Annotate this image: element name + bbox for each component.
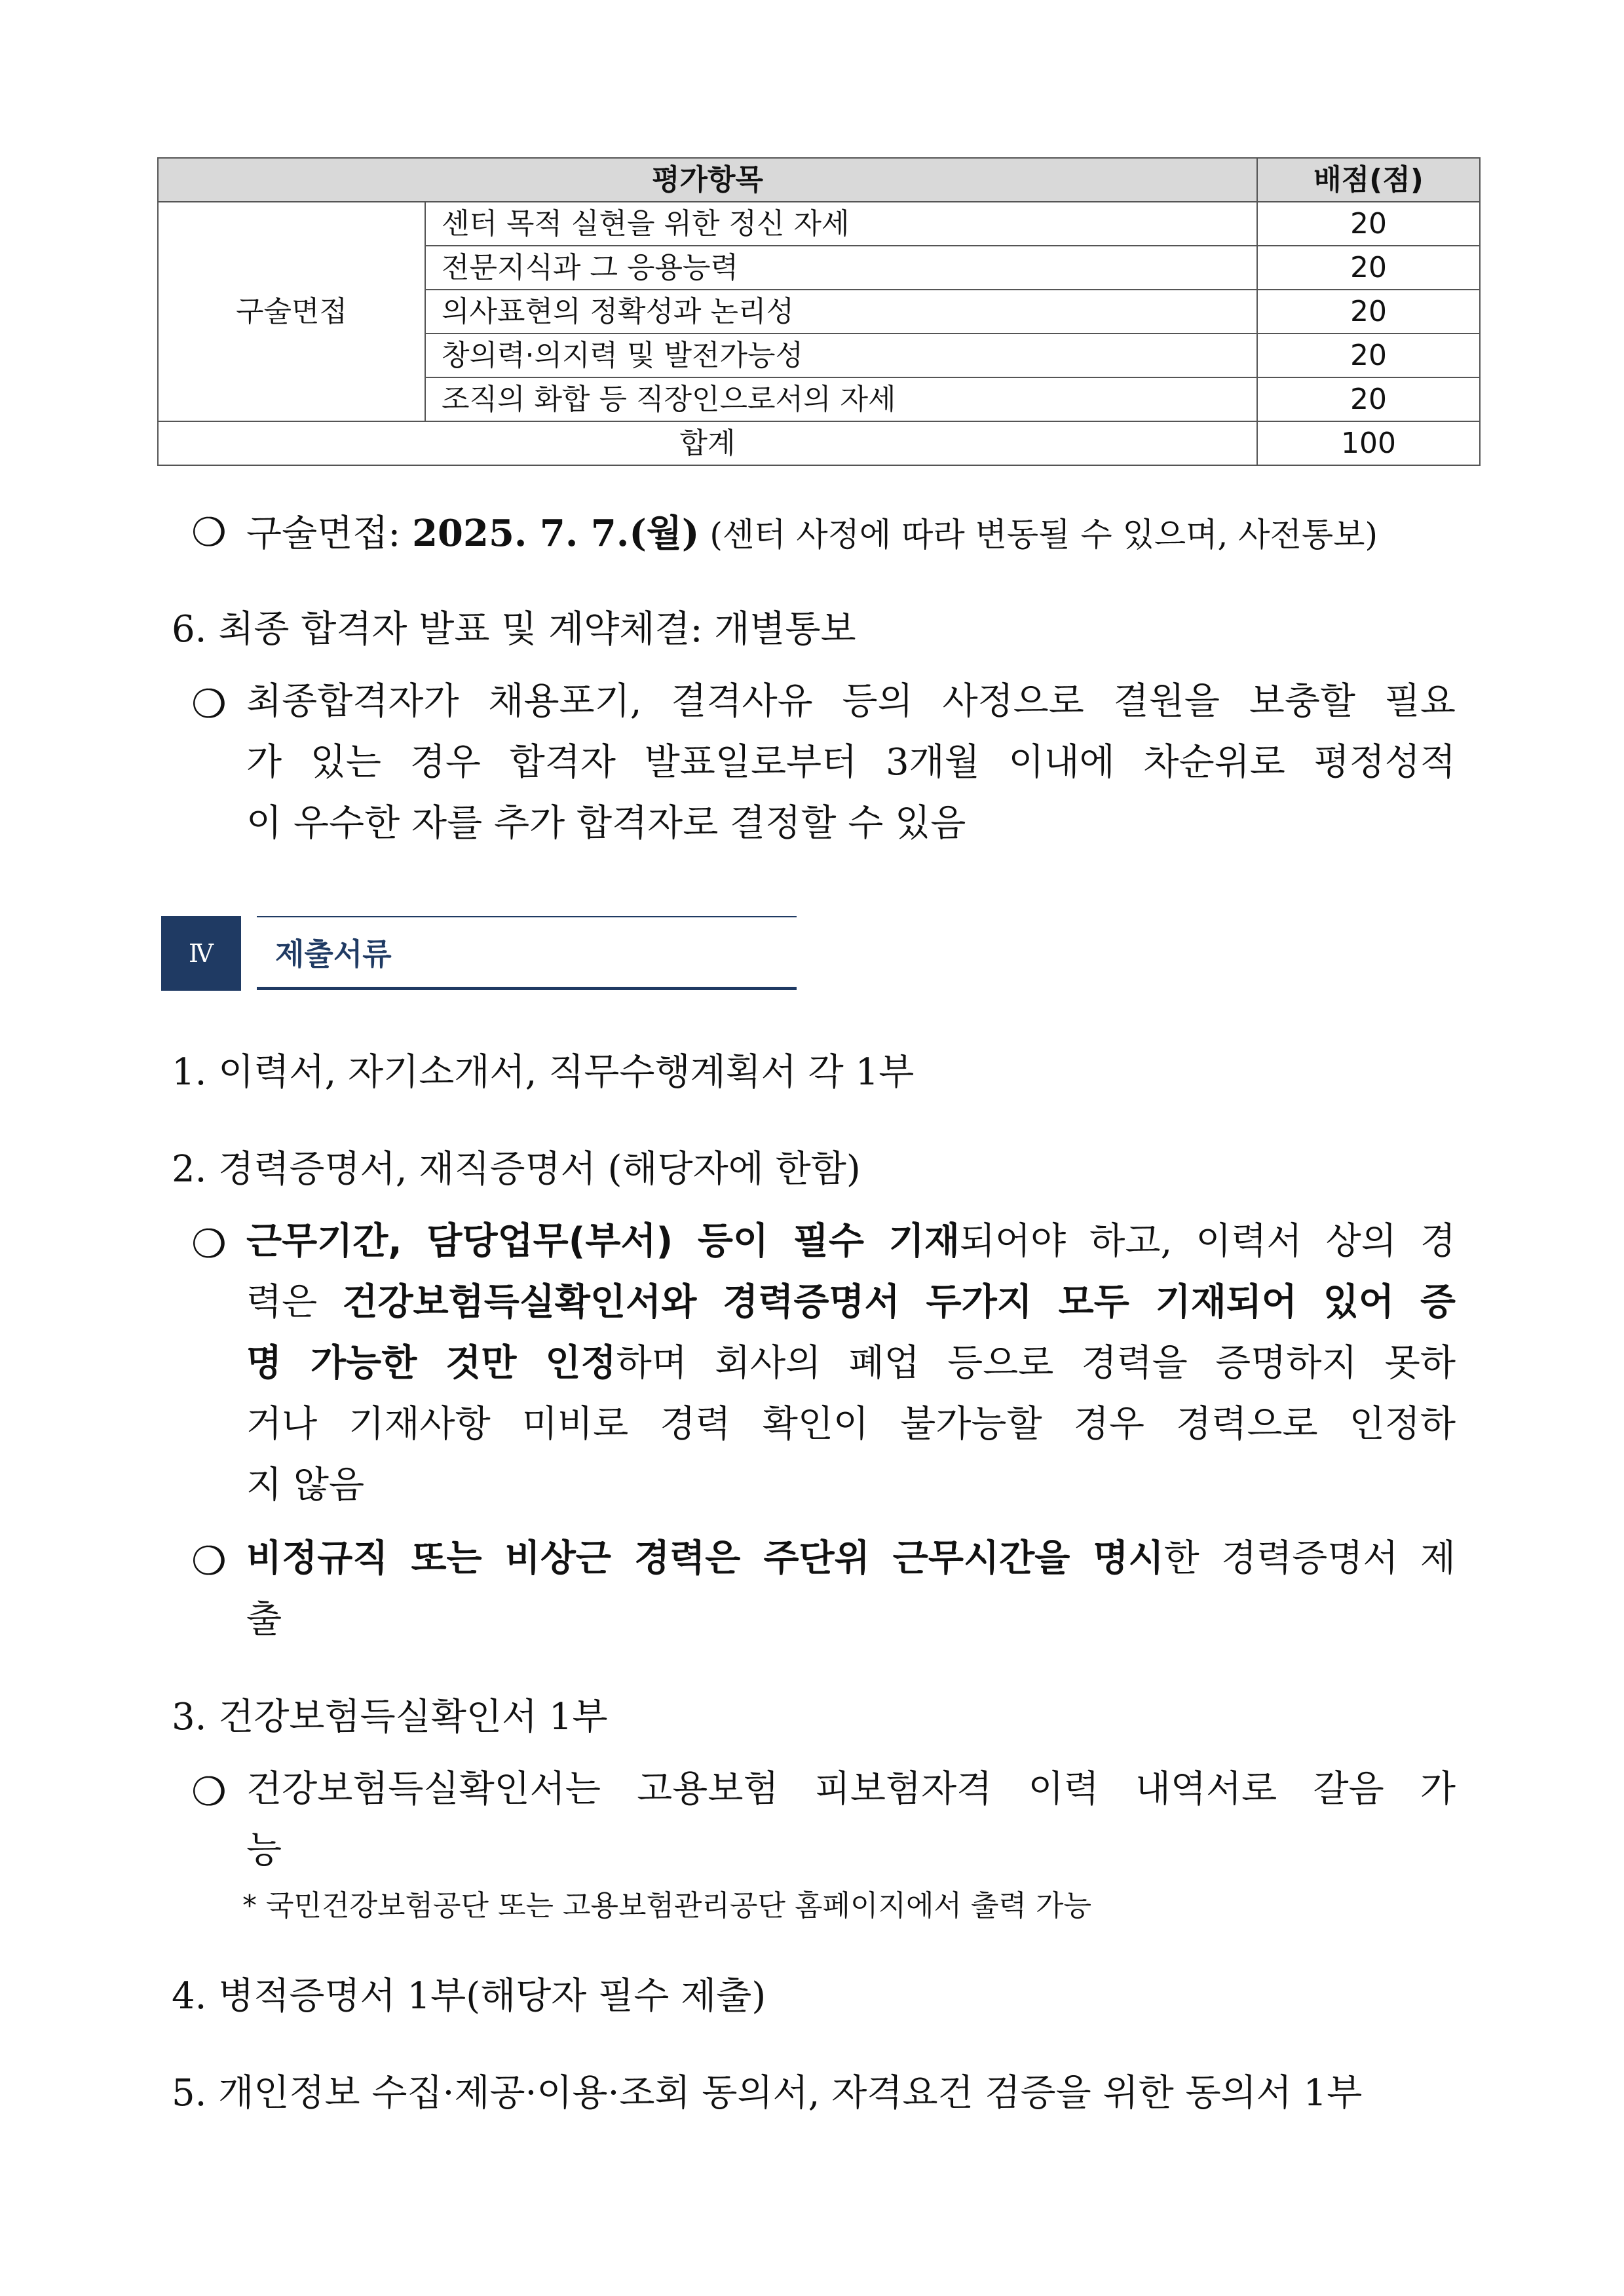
row-label: 센터 목적 실현을 위한 정신 자세 xyxy=(425,202,1257,246)
item5: 5. 개인정보 수집·제공·이용·조회 동의서, 자격요건 검증을 위한 동의서 1부 xyxy=(172,2072,1363,2114)
item2-b1-line2: 력은 건강보험득실확인서와 경력증명서 두가지 모두 기재되어 있어 증 xyxy=(246,1281,1456,1324)
bullet-icon: ❍ xyxy=(191,510,227,556)
bullet-icon: ❍ xyxy=(191,1221,227,1267)
section6-line-2: 가 있는 경우 합격자 발표일로부터 3개월 이내에 차순위로 평정성적 xyxy=(246,741,1456,784)
row-label: 의사표현의 정확성과 논리성 xyxy=(425,290,1257,334)
header-score: 배점(점) xyxy=(1257,158,1480,202)
header-item: 평가항목 xyxy=(158,158,1257,202)
item2-b1-line5: 지 않음 xyxy=(246,1464,365,1506)
row-label: 전문지식과 그 응용능력 xyxy=(425,246,1257,290)
bullet-icon: ❍ xyxy=(191,1769,227,1815)
section6-title: 6. 최종 합격자 발표 및 계약체결: 개별통보 xyxy=(172,608,856,651)
interview-label: 구술면접: xyxy=(246,512,413,555)
section-title: 제출서류 xyxy=(275,936,392,972)
interview-note: (센터 사정에 따라 변동될 수 있으며, 사전통보) xyxy=(699,516,1378,554)
bullet-icon: ❍ xyxy=(191,1539,227,1584)
item3-line2: 능 xyxy=(246,1829,282,1871)
section6-line-1: 최종합격자가 채용포기, 결격사유 등의 사정으로 결원을 보충할 필요 xyxy=(246,680,1456,723)
section-divider-bottom xyxy=(257,987,797,990)
item3-title: 3. 건강보험득실확인서 1부 xyxy=(172,1696,608,1738)
row-label: 조직의 화합 등 직장인으로서의 자세 xyxy=(425,377,1257,421)
row-score: 20 xyxy=(1257,290,1480,334)
total-label: 합계 xyxy=(158,421,1257,465)
total-row xyxy=(158,421,1480,465)
total-score: 100 xyxy=(1257,421,1480,465)
evaluation-table xyxy=(157,157,1481,466)
row-score: 20 xyxy=(1257,202,1480,246)
item1: 1. 이력서, 자기소개서, 직무수행계획서 각 1부 xyxy=(172,1051,915,1094)
table-header-row xyxy=(158,158,1480,202)
item3-line1: 건강보험득실확인서는 고용보험 피보험자격 이력 내역서로 갈음 가 xyxy=(246,1768,1456,1810)
category-cell: 구술면접 xyxy=(158,202,425,421)
section6-line-3: 이 우수한 자를 추가 합격자로 결정할 수 있음 xyxy=(246,802,966,845)
table-row xyxy=(158,202,1480,246)
row-score: 20 xyxy=(1257,377,1480,421)
item2-b1-line1: 근무기간, 담당업무(부서) 등이 필수 기재되어야 하고, 이력서 상의 경 xyxy=(246,1220,1456,1263)
row-score: 20 xyxy=(1257,246,1480,290)
item2-b1-line4: 거나 기재사항 미비로 경력 확인이 불가능할 경우 경력으로 인정하 xyxy=(246,1403,1456,1445)
item2-b2-line2: 출 xyxy=(246,1598,282,1641)
item3-note: * 국민건강보험공단 또는 고용보험관리공단 홈페이지에서 출력 가능 xyxy=(242,1889,1092,1923)
item4: 4. 병적증명서 1부(해당자 필수 제출) xyxy=(172,1975,766,2018)
row-label: 창의력·의지력 및 발전가능성 xyxy=(425,334,1257,377)
interview-line xyxy=(246,505,1378,557)
section-number-badge: Ⅳ xyxy=(161,916,241,991)
item2-b1-line3: 명 가능한 것만 인정하며 회사의 폐업 등으로 경력을 증명하지 못하 xyxy=(246,1342,1456,1385)
section-divider-top xyxy=(257,916,797,917)
bullet-icon: ❍ xyxy=(191,681,227,727)
interview-date: 2025. 7. 7.(월) xyxy=(412,512,700,555)
item2-b2-line1: 비정규직 또는 비상근 경력은 주단위 근무시간을 명시한 경력증명서 제 xyxy=(246,1537,1456,1580)
item2-title: 2. 경력증명서, 재직증명서 (해당자에 한함) xyxy=(172,1148,861,1191)
row-score: 20 xyxy=(1257,334,1480,377)
